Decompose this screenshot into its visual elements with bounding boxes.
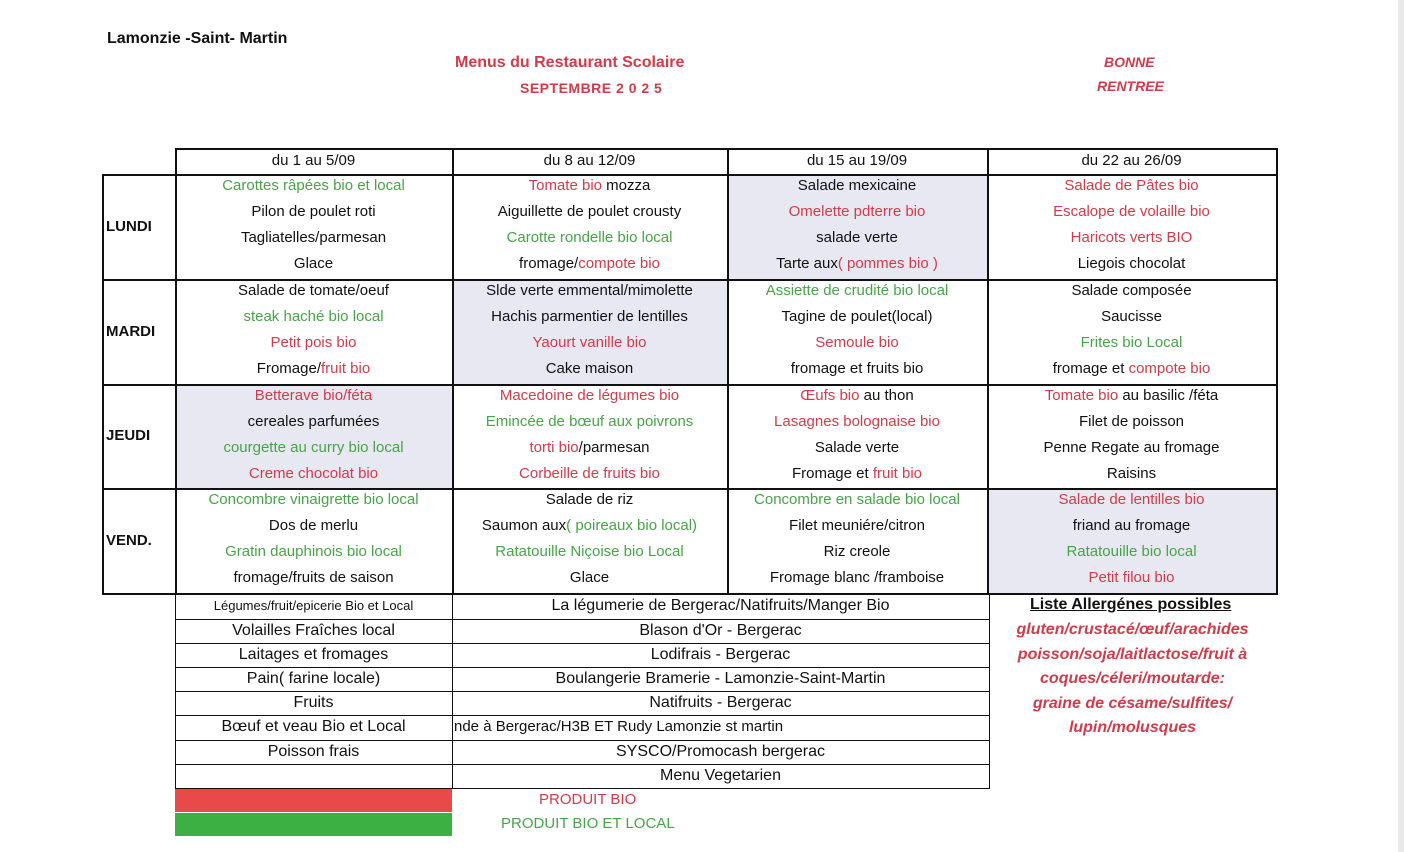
menu-item: [987, 173, 1276, 199]
menu-item: [452, 513, 727, 539]
menu-item: [452, 304, 727, 330]
menu-item-text: Tagliatelles/parmesan: [240, 229, 387, 246]
menu-item: [452, 225, 727, 251]
menu-item-text: Lasagnes bolognaise bio: [774, 413, 940, 430]
menu-item-text: Emincée de bœuf aux poivrons: [485, 413, 694, 430]
menu-item-text: Saumon aux: [481, 517, 567, 534]
supplier-name: Natifruits - Bergerac: [649, 694, 792, 711]
menu-item-text: Concombre en salade bio local: [754, 491, 960, 508]
grid-line: [175, 764, 990, 765]
menu-item-text: Tarte aux: [776, 255, 838, 272]
supplier-name: Menu Vegetarien: [660, 767, 781, 784]
menu-item-text: Aiguillette de poulet crousty: [497, 203, 682, 220]
day-label: LUNDI: [106, 217, 152, 235]
grid-line: [175, 619, 990, 620]
menu-item-text: salade verte: [816, 229, 898, 246]
menu-item-text: Slde verte emmental/mimolette: [486, 282, 693, 299]
menu-cell: [987, 487, 1276, 591]
week-header: du 22 au 26/09: [1081, 152, 1182, 169]
menu-item: [452, 356, 727, 382]
grid-line: [175, 740, 990, 741]
menu-item-text: Salade verte: [814, 439, 900, 456]
supplier-category: Pain( farine locale): [246, 670, 381, 687]
allergen-line: graine de césame/sulfites/: [1032, 694, 1233, 712]
month-label: SEPTEMBRE 2 0 2 5: [520, 80, 663, 96]
menu-item: [987, 513, 1276, 539]
grid-line: [175, 643, 990, 644]
menu-item-text: Fromage/: [256, 360, 321, 377]
grid-line: [175, 594, 176, 788]
menu-cell: [727, 278, 987, 382]
menu-item-text: Tomate bio: [528, 177, 602, 194]
menu-item: [452, 409, 727, 435]
menu-cell: [175, 278, 452, 382]
menu-cell: [987, 278, 1276, 382]
menu-item-text: steak haché bio local: [243, 308, 384, 325]
menu-item: [175, 251, 452, 277]
menu-item: [987, 225, 1276, 251]
week-header: du 8 au 12/09: [543, 152, 636, 169]
menu-item: [175, 461, 452, 487]
menu-item-text: Corbeille de fruits bio: [519, 465, 660, 482]
menu-item-text: Salade composée: [1071, 282, 1192, 299]
menu-item: [987, 304, 1276, 330]
menu-item: [452, 251, 727, 277]
menu-item: [987, 487, 1276, 513]
menu-item-text: fromage/fruits de saison: [233, 569, 394, 586]
menu-item: [987, 435, 1276, 461]
menu-cell: [727, 487, 987, 591]
menu-item: [987, 409, 1276, 435]
menu-item: [452, 383, 727, 409]
menu-item-text: Pilon de poulet roti: [251, 203, 376, 220]
menu-item-text: Haricots verts BIO: [1070, 229, 1193, 246]
menu-item: [452, 539, 727, 565]
grid-line: [102, 384, 1278, 386]
grid-line: [102, 279, 1278, 281]
menu-item: [727, 487, 987, 513]
grid-line: [727, 148, 729, 595]
menu-item-text: /parmesan: [578, 439, 650, 456]
menu-item-text: Carottes râpées bio et local: [222, 177, 405, 194]
menu-item: [727, 461, 987, 487]
allergen-line: lupin/molusques: [1068, 719, 1197, 736]
greeting-line1: BONNE: [1104, 54, 1155, 70]
menu-cell: [987, 383, 1276, 487]
menu-cell: [452, 383, 727, 487]
menu-item-text: fruit bio: [321, 360, 371, 377]
allergen-line: poisson/soja/laitlactose/fruit à: [1017, 645, 1248, 663]
menu-item-text: fromage et fruits bio: [790, 360, 924, 377]
menu-item: [175, 199, 452, 225]
grid-line: [1276, 148, 1278, 595]
legend-bio-label: PRODUIT BIO: [539, 791, 637, 808]
day-label: MARDI: [106, 322, 156, 340]
menu-item: [175, 513, 452, 539]
supplier-category: Légumes/fruit/epicerie Bio et Local: [213, 598, 414, 613]
grid-line: [102, 174, 104, 595]
grid-line: [452, 148, 454, 595]
menu-item: [987, 461, 1276, 487]
grid-line: [452, 594, 453, 788]
supplier-name: Blason d'Or - Bergerac: [639, 622, 802, 639]
menu-item-text: Ratatouille bio local: [1066, 543, 1197, 560]
menu-item-text: au thon: [859, 387, 914, 404]
menu-item: [987, 251, 1276, 277]
menu-item-text: Liegois chocolat: [1077, 255, 1186, 272]
menu-item: [452, 278, 727, 304]
menu-cell: [727, 383, 987, 487]
menu-item: [452, 565, 727, 591]
menu-item-text: Yaourt vanille bio: [532, 334, 647, 351]
menu-item: [175, 304, 452, 330]
menu-item-text: Glace: [293, 255, 334, 272]
menu-item-text: fromage/: [519, 255, 579, 272]
menu-item: [727, 565, 987, 591]
menu-item: [727, 356, 987, 382]
menu-item-text: ( pommes bio ): [837, 255, 938, 272]
menu-item-text: torti bio: [529, 439, 579, 456]
grid-line: [175, 148, 177, 595]
menu-item-text: Carotte rondelle bio local: [506, 229, 673, 246]
supplier-category: Bœuf et veau Bio et Local: [221, 718, 406, 735]
legend-bio-swatch: [175, 789, 452, 812]
menu-item: [727, 330, 987, 356]
legend-bio-local-swatch: [175, 813, 452, 836]
menu-item-text: Assiette de crudité bio local: [765, 282, 949, 299]
menu-cell: [987, 173, 1276, 277]
menu-item-text: Filet de poisson: [1078, 413, 1185, 430]
menu-item-text: au basilic /féta: [1118, 387, 1219, 404]
menu-item-text: mozza: [602, 177, 651, 194]
menu-item: [175, 173, 452, 199]
supplier-category: Volailles Fraîches local: [232, 622, 395, 639]
menu-item-text: Tagine de poulet(local): [781, 308, 933, 325]
menu-item-text: Petit filou bio: [1088, 569, 1175, 586]
menu-item-text: Salade de Pâtes bio: [1064, 177, 1199, 194]
menu-item: [727, 278, 987, 304]
supplier-name: nde à Bergerac/H3B ET Rudy Lamonzie st martin: [454, 718, 784, 735]
greeting-line2: RENTREE: [1097, 78, 1164, 94]
menu-item-text: Hachis parmentier de lentilles: [491, 308, 688, 325]
menu-cell: [175, 173, 452, 277]
grid-line: [987, 148, 989, 595]
menu-cell: [175, 487, 452, 591]
day-label: VEND.: [106, 531, 152, 549]
menu-cell: [452, 278, 727, 382]
menu-item-text: Escalope de volaille bio: [1053, 203, 1210, 220]
menu-item-text: Fromage blanc /framboise: [769, 569, 945, 586]
menu-item-text: cereales parfumées: [247, 413, 380, 430]
menu-item: [175, 383, 452, 409]
menu-item: [175, 225, 452, 251]
menu-item: [727, 199, 987, 225]
menu-item-text: Petit pois bio: [270, 334, 357, 351]
menu-item-text: fromage et: [1052, 360, 1129, 377]
menu-item: [987, 199, 1276, 225]
menu-item-text: Gratin dauphinois bio local: [225, 543, 402, 560]
menu-item: [987, 330, 1276, 356]
menu-item: [727, 225, 987, 251]
menu-item: [987, 565, 1276, 591]
grid-line: [175, 715, 990, 716]
menu-item-text: Frites bio Local: [1080, 334, 1183, 351]
menu-item-text: Betterave bio/féta: [254, 387, 373, 404]
menu-item-text: Cake maison: [545, 360, 634, 377]
allergens-title: Liste Allergénes possibles: [1030, 596, 1232, 613]
menu-item: [452, 199, 727, 225]
menu-item-text: Salade mexicaine: [797, 177, 917, 194]
menu-item: [727, 435, 987, 461]
week-header: du 1 au 5/09: [271, 152, 356, 169]
menu-item: [175, 565, 452, 591]
menu-item: [727, 251, 987, 277]
menu-item-text: Semoule bio: [815, 334, 899, 351]
menu-item-text: Riz creole: [823, 543, 891, 560]
supplier-category: [175, 764, 452, 788]
menu-item: [452, 461, 727, 487]
supplier-category: Poisson frais: [267, 743, 360, 760]
supplier-name: La légumerie de Bergerac/Natifruits/Manger Bio: [551, 597, 890, 614]
menu-item: [175, 539, 452, 565]
menu-item: [175, 356, 452, 382]
menu-item-text: Salade de tomate/oeuf: [238, 282, 389, 299]
menu-item: [727, 513, 987, 539]
menu-cell: [175, 383, 452, 487]
week-header: du 15 au 19/09: [806, 152, 908, 169]
allergen-line: coques/céleri/moutarde:: [1040, 670, 1225, 687]
menu-item-text: fruit bio: [872, 465, 923, 482]
menu-item-text: Glace: [569, 569, 610, 586]
supplier-name: Boulangerie Bramerie - Lamonzie-Saint-Martin: [555, 670, 886, 687]
grid-line: [175, 691, 990, 692]
page-title: Menus du Restaurant Scolaire: [455, 54, 685, 71]
menu-cell: [452, 173, 727, 277]
menu-item-text: Raisins: [1106, 465, 1157, 482]
menu-item-text: Saucisse: [1101, 308, 1162, 325]
menu-item: [727, 304, 987, 330]
menu-cell: [727, 173, 987, 277]
menu-item: [987, 383, 1276, 409]
menu-item: [175, 330, 452, 356]
grid-line: [102, 488, 1278, 490]
menu-item-text: Ratatouille Niçoise bio Local: [495, 543, 684, 560]
menu-item: [175, 278, 452, 304]
menu-item-text: Concombre vinaigrette bio local: [208, 491, 419, 508]
menu-item: [727, 539, 987, 565]
menu-item: [727, 383, 987, 409]
menu-item-text: friand au fromage: [1072, 517, 1191, 534]
supplier-name: Lodifrais - Bergerac: [650, 646, 791, 663]
menu-item: [727, 173, 987, 199]
menu-cell: [452, 487, 727, 591]
menu-item-text: courgette au curry bio local: [223, 439, 404, 456]
menu-item-text: Omelette pdterre bio: [788, 203, 926, 220]
menu-item: [452, 435, 727, 461]
town-name: Lamonzie -Saint- Martin: [107, 30, 288, 47]
menu-item-text: Filet meuniére/citron: [789, 517, 925, 534]
grid-line: [102, 174, 1278, 176]
supplier-name: SYSCO/Promocash bergerac: [616, 743, 825, 760]
menu-item-text: Penne Regate au fromage: [1043, 439, 1220, 456]
menu-item-text: Fromage et: [791, 465, 873, 482]
menu-item: [987, 539, 1276, 565]
menu-item-text: ( poireaux bio local): [566, 517, 698, 534]
grid-line: [175, 594, 990, 595]
menu-item: [175, 487, 452, 513]
supplier-category: Laitages et fromages: [238, 646, 389, 663]
menu-item-text: Œufs bio: [800, 387, 860, 404]
menu-item: [175, 435, 452, 461]
menu-item: [987, 356, 1276, 382]
menu-item-text: Salade de riz: [545, 491, 634, 508]
menu-item: [987, 278, 1276, 304]
menu-item: [175, 409, 452, 435]
menu-item-text: Salade de lentilles bio: [1058, 491, 1205, 508]
allergen-line: gluten/crustacé/œuf/arachides: [1016, 621, 1249, 638]
menu-item: [727, 409, 987, 435]
menu-item: [452, 487, 727, 513]
menu-item-text: Dos de merlu: [268, 517, 359, 534]
allergens-list: [990, 618, 1275, 741]
day-label: JEUDI: [106, 427, 151, 444]
menu-item-text: compote bio: [1128, 360, 1211, 377]
menu-item-text: Tomate bio: [1044, 387, 1119, 404]
legend-bio-local-label: PRODUIT BIO ET LOCAL: [501, 815, 675, 832]
menu-item-text: Macedoine de légumes bio: [499, 387, 680, 404]
menu-item-text: compote bio: [578, 255, 660, 272]
grid-line: [175, 667, 990, 668]
page-edge: [1398, 0, 1404, 852]
menu-item: [452, 330, 727, 356]
menu-item: [452, 173, 727, 199]
menu-item-text: Creme chocolat bio: [248, 465, 379, 482]
supplier-category: Fruits: [293, 694, 334, 711]
